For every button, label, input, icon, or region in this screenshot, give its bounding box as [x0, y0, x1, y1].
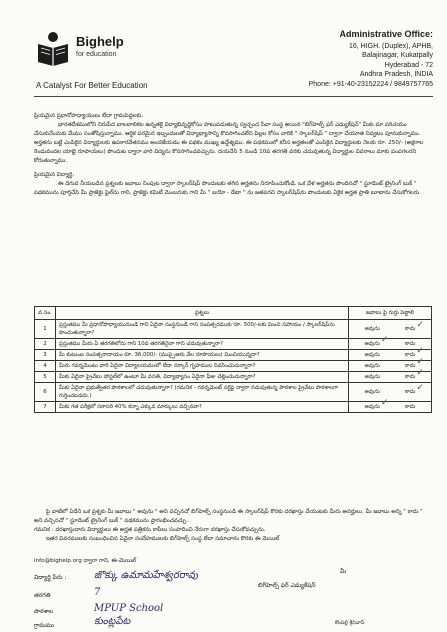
sign-org: బిగ్‌హెల్ప్ ఫర్ ఎడ్యుకేషన్: [258, 582, 316, 589]
answer-cell[interactable]: [349, 383, 432, 402]
office-line: 16, HIGH. (Duplex), APHB,: [348, 42, 433, 50]
letter-paragraph-1: భారతదేశములోని నిరుపేద బాలబాలికల ఉన్నతకై విద్యాభివృద్ధికోసం పాటుపడుతున్న స్వచ్ఛంద సేవా సంస్థ అయిన "బిగ్‌హెల్ప్ ఫర్ ఎడ్యుకేషన్" మీకు మా పరిచయం చేసుకునేందుకు మేము సంతోషిస్తున్నాము. ఆర్థిక పరమైన ఇబ్బందులతో విద్యాభ్యాసాన్ని కొనసాగించలేని పిల్లల కోసం వారికి " స్కాలర్‌షిప్ " ద్వారా చేయూత నివ్వటం పూనుకున్నాము. అర్హతను బట్టి ఎంపికైన విద్యార్థులకు ఉపకారవేతనము అందజేయడం ఈ పథకం ముఖ్య ఉద్దేశ్యము. ఈ పథకములో కనీస అర్హతలతో ఎంపికైన విద్యార్థులకు నెలకు రూ. 250/- (అక్షరాల రెండువందల యాభై రూపాయలు) పొందుట ద్వారా వారి విద్యను కొనసాగించవచ్చును. దయచేసి 5 నుండి 10వ తరగతి వరకు చదువుతున్న విద్యార్థుల వివరాలు మాకు పంపగలరని కోరుతున్నాము.: [34, 121, 424, 164]
col-serial: వ.సం.: [35, 307, 56, 320]
post-table-notes: [34, 508, 431, 544]
table-row: [35, 339, 432, 350]
row-number: 7: [35, 402, 56, 413]
header-divider: [34, 96, 433, 97]
student-name-field[interactable]: [34, 570, 198, 582]
eligibility-note: పై వాటిలో ఏదేని ఒక ప్రశ్నకు మీ జవాబు " అవును " అని వచ్చినచో బిగ్‌హెల్ప్ సంస్థనుండి ఈ స్కాలర్‌షిప్ కొరకు దరఖాస్తు చేయుటకు మీరు అనర్హులు. మీ జవాబు అన్ని " కాదు " అని వచ్చినచో " స్టూడెంట్ ట్రైనింగ్ బుక్ " పథకమును ప్రారంభించవచ్చు.: [34, 509, 423, 524]
yes-option[interactable]: అవును: [364, 389, 380, 395]
no-option-checked[interactable]: కాదు ✓: [405, 325, 415, 333]
row-number: 5: [35, 372, 56, 383]
table-row: [35, 350, 432, 361]
row-number: 4: [35, 361, 56, 372]
salutation: ప్రియమైన ప్రధానోపాధ్యాయులు లేదా గ్రామపెద్దలకు,: [34, 113, 144, 119]
village-label: గ్రామము: [34, 622, 55, 629]
row-number: 3: [35, 350, 56, 361]
bighelp-logo: [36, 30, 191, 68]
office-phone: Phone: +91-40-23152224 / 9849757765: [308, 80, 433, 88]
row-number: 6: [35, 383, 56, 402]
question-text: మీ కుటుంబ సంపత్సరాదాయం రూ. 36,000/- (ముప్పైఆరు వేల రూపాయలు) మించియున్నదా?: [56, 350, 349, 361]
table-header-row: [35, 307, 432, 320]
sign-top: మీ: [340, 568, 347, 575]
no-option-checked[interactable]: కాదు ✓: [405, 351, 415, 359]
sign-bottom: కొంపల్లి శ్రీనివాస్: [335, 620, 365, 626]
office-line: Balajinagar, Kukatpally: [362, 52, 433, 60]
org-tagline: A Catalyst For Better Education: [36, 81, 148, 90]
question-text: మీకు ఏదైనా ప్రైవేటు హాస్టల్‌లో ఉంటూ మీ వసతి, విద్యాభ్యాసం ఏదైనా ఫీజు చెల్లించుచున్నారా?: [56, 372, 349, 383]
answer-cell[interactable]: [349, 320, 432, 339]
village-value[interactable]: కుంట్లపేట: [94, 616, 131, 627]
no-option[interactable]: కాదు: [405, 404, 416, 410]
yes-option[interactable]: అవును: [364, 374, 380, 380]
school-value[interactable]: MPUP School: [94, 603, 164, 614]
student-name-value[interactable]: జొక్కు ఉమామహేశ్వరరావు: [94, 570, 198, 581]
table-row: [35, 383, 432, 402]
col-answer: జవాబు పై గుర్తు పెట్టాలి: [349, 307, 432, 320]
school-field[interactable]: [34, 603, 164, 616]
yes-option[interactable]: అవును: [364, 326, 380, 332]
row-number: 2: [35, 339, 56, 350]
table-row: [35, 320, 432, 339]
table-row: [35, 372, 432, 383]
yes-option-checked[interactable]: అవును ✓: [365, 403, 380, 411]
org-name: Bighelp: [76, 34, 124, 49]
no-option-checked[interactable]: కాదు ✓: [405, 373, 415, 381]
book-person-logo-icon: [36, 30, 70, 66]
question-text: మీకు ఏదైనా ప్రభుత్వేతర పాఠశాలలో చదువుతున్నారా? (గమనిక - గవర్నమెంట్ సర్టిఫై ద్వారా నడుపుతున్న పాఠశాల ప్రైవేటు పాఠశాలగా గుర్తించబడదు.): [56, 383, 349, 402]
yes-option[interactable]: అవును: [364, 352, 380, 358]
letter-body: [34, 112, 431, 198]
remark-note: గమనిక : దరఖాస్తుదారు విద్యార్థులు ఈ అర్హత పత్రికను కాపీలు సంపాదించి నేరుగా దరఖాస్తు చేసుకోవచ్చును.: [34, 526, 266, 533]
question-text: ప్రస్తుతము మీ ప్రధానోపాధ్యాయునుండి గాని ఏదైనా సంస్థనుండి గాని సంపత్సరముకు రూ. 500/-లకు మించి సహాయం / స్కాలర్‌షిప్‌ను పొందుతున్నారా?: [56, 320, 349, 339]
yes-option-checked[interactable]: అవును ✓: [365, 340, 380, 348]
answer-cell[interactable]: [349, 372, 432, 383]
no-option-checked[interactable]: కాదు ✓: [405, 388, 415, 396]
question-text: మీరు గవర్నమెంటు వారి ఏదైనా విద్యాలయములో లేదా సర్కార్ గృహముల నివసించుచున్నారా?: [56, 361, 349, 372]
class-label: తరగతి: [34, 592, 51, 599]
no-option-checked[interactable]: కాదు ✓: [405, 362, 415, 370]
no-option[interactable]: కాదు: [405, 341, 416, 347]
col-questions: ప్రశ్నలు: [56, 307, 349, 320]
office-address: [233, 30, 433, 90]
office-heading: Administrative Office:: [339, 29, 433, 39]
student-name-label: విద్యార్థి పేరు :: [34, 574, 67, 581]
office-line: Hyderabad - 72: [384, 61, 433, 69]
yes-option[interactable]: అవును: [364, 363, 380, 369]
row-number: 1: [35, 320, 56, 339]
office-line: Andhra Pradesh, INDIA: [359, 71, 433, 79]
answer-cell[interactable]: [349, 402, 432, 413]
question-text: ప్రస్తుతము మీరు ఏ తరగతిలోను గాని 10వ తరగతినైనా గాని చదువుతున్నారా?: [56, 339, 349, 350]
letter-paragraph-2: ఈ దిగువ నీయబడిన ప్రశ్నలకు జవాబు నింపుట ద్వారా స్కాలర్‌షిప్ పొందుటకు తగిన అర్హతను నిరూపించుకోండి. ఒక వేళ అర్హతను పొందినచో " స్టూడెంట్ ట్రైనింగ్ బుక్ " పథకమును పూర్తిచేసి మీ ప్రాజెక్టు ఫైల్‌ను గాని, ప్రాజెక్టు కమిటీ మెంబరుకు గాని మీ " బయో - డేటా " ను జతపరచి స్కాలర్‌షిప్‌ను పొందుటకు ఏకైక అర్హత ప్రాతి బూటాను చేసుకోగలరు.: [34, 181, 421, 197]
school-label: పాఠశాల: [34, 608, 54, 615]
question-text: మీకు గత పరీక్షలో సరాసరి 40% కన్నా ఎక్కువ మార్కులు వచ్చినవా?: [56, 402, 349, 413]
class-value[interactable]: 7: [94, 587, 101, 598]
contact-email[interactable]: info@bighelp.org ద్వారా గాని, ఈ-మెయిల్: [34, 558, 137, 564]
contact-note: ఇతర వివరములకు సంబంధించిన ఏవైనా సందేహములకు బిగ్‌హెల్ప్ సంస్థ లేదా సమాచారం కొరకు ఈ మెయిల్: [46, 535, 280, 542]
salutation-student: ప్రియమైన విద్యార్థి,: [34, 172, 75, 179]
table-row: [35, 361, 432, 372]
org-sub: for education: [76, 51, 117, 58]
village-field[interactable]: [34, 616, 131, 630]
table-row: [35, 402, 432, 413]
class-field[interactable]: [34, 587, 101, 600]
eligibility-table: [34, 306, 432, 413]
